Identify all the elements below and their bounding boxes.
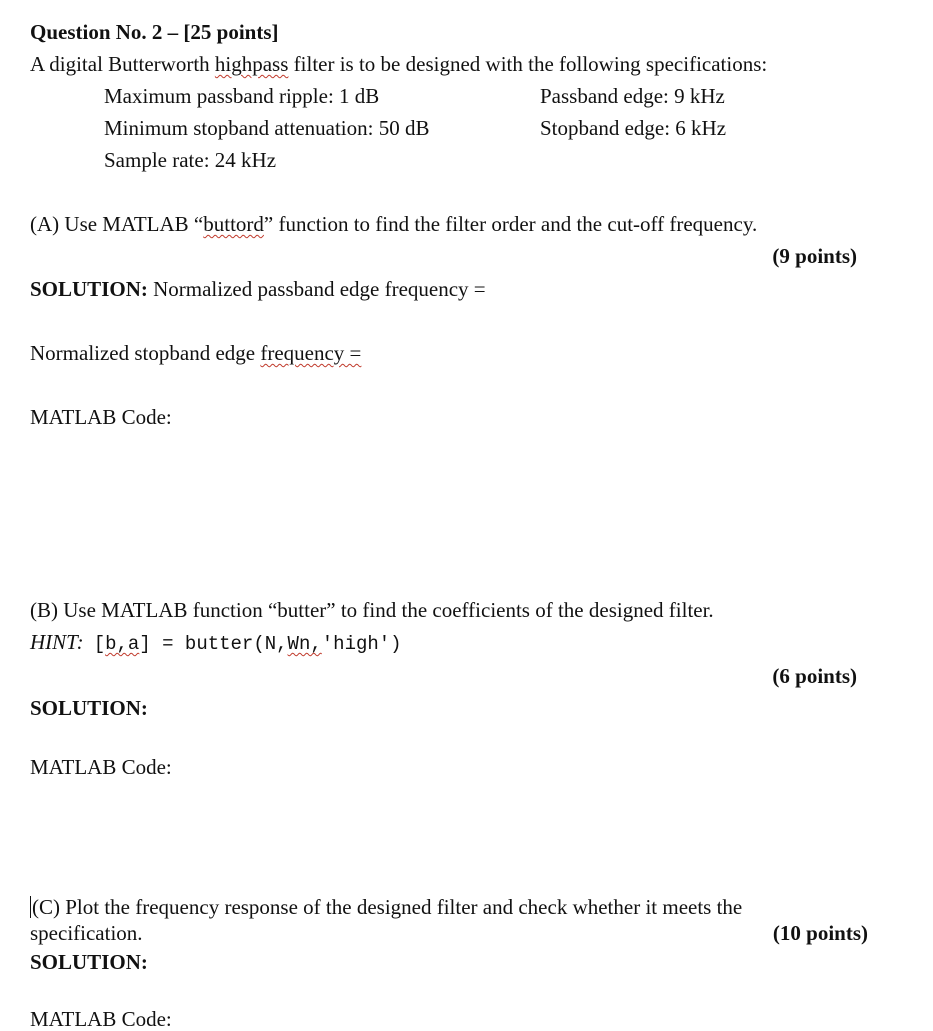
part-b-solution: SOLUTION:: [30, 696, 148, 720]
part-a-prompt-end: ” function to find the filter order and the cut-off frequency.: [263, 212, 758, 236]
part-c-code-label: MATLAB Code:: [30, 1007, 172, 1031]
spec-sample-rate: Sample rate: 24 kHz: [104, 148, 277, 172]
part-a-solution: [30, 277, 486, 301]
part-c-prompt-text: (C) Plot the frequency response of the designed filter and check whether it meets the: [32, 895, 743, 919]
spellcheck-word[interactable]: highpass: [214, 52, 289, 76]
part-b-code-label: MATLAB Code:: [30, 755, 172, 779]
part-c-prompt-2: specification.: [30, 921, 143, 945]
part-a-code-label: MATLAB Code:: [30, 405, 172, 429]
stopband-text: Normalized stopband edge: [30, 341, 261, 365]
spellcheck-word[interactable]: buttord: [203, 212, 264, 236]
part-a-prompt-start: (A) Use MATLAB “: [30, 212, 204, 236]
hint-code: [94, 633, 402, 655]
question-intro: [30, 52, 767, 76]
part-a-stopband: [30, 341, 361, 365]
spellcheck-word[interactable]: frequency =: [260, 341, 362, 365]
part-b-points: (6 points): [772, 664, 857, 688]
part-a-prompt: [30, 212, 757, 236]
spec-stopband-edge: Stopband edge: 6 kHz: [540, 116, 727, 140]
part-c-solution: SOLUTION:: [30, 950, 148, 974]
intro-text-end: filter is to be designed with the following specifications:: [288, 52, 768, 76]
text-cursor: [30, 896, 31, 918]
spellcheck-word[interactable]: Wn,: [287, 633, 322, 655]
spec-passband-edge: Passband edge: 9 kHz: [540, 84, 725, 108]
spec-ripple: Maximum passband ripple: 1 dB: [104, 84, 380, 108]
hint-code-part: 'high'): [321, 633, 402, 655]
hint-code-part: [: [93, 633, 106, 655]
solution-label: SOLUTION:: [30, 277, 148, 301]
hint-code-part: ] = butter(N,: [139, 633, 288, 655]
spellcheck-word[interactable]: b,a: [105, 633, 140, 655]
part-c-points: (10 points): [772, 921, 868, 945]
question-header: Question No. 2 – [25 points]: [30, 20, 279, 44]
part-c-prompt: [30, 895, 742, 919]
spec-attenuation: Minimum stopband attenuation: 50 dB: [104, 116, 430, 140]
intro-text-start: A digital Butterworth: [30, 52, 215, 76]
part-b-prompt: (B) Use MATLAB function “butter” to find the coefficients of the designed filter.: [30, 598, 714, 622]
solution-text: Normalized passband edge frequency =: [147, 277, 486, 301]
part-b-hint: [30, 630, 402, 656]
part-a-points: (9 points): [772, 244, 857, 268]
hint-label: HINT:: [30, 630, 84, 654]
